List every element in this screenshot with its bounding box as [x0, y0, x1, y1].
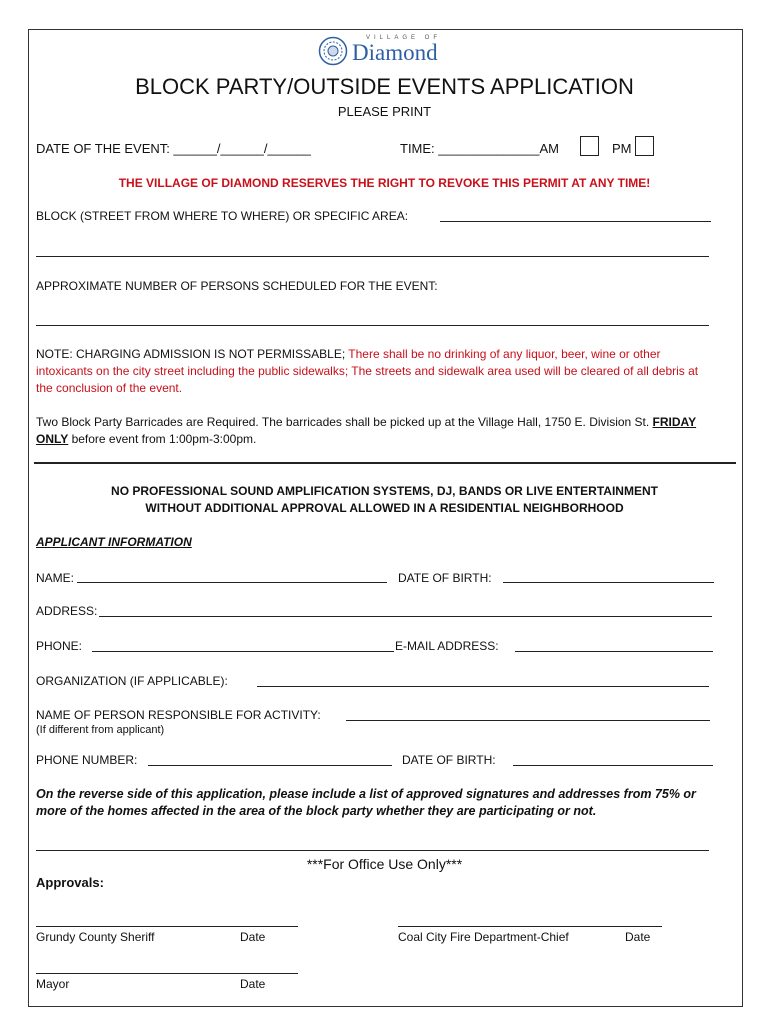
- organization-line[interactable]: [257, 686, 709, 687]
- reverse-note-line: [36, 850, 709, 851]
- organization-label: ORGANIZATION (IF APPLICABLE):: [36, 674, 228, 688]
- responsible-label: NAME OF PERSON RESPONSIBLE FOR ACTIVITY:: [36, 708, 321, 722]
- sheriff-date-label: Date: [240, 930, 266, 944]
- revoke-warning: THE VILLAGE OF DIAMOND RESERVES THE RIGHT TO REVOKE THIS PERMIT AT ANY TIME!: [118, 176, 651, 190]
- note-red: There shall be no drinking of any liquor, beer, wine or other intoxicants on the city street including the public sidewalks; The streets and sidewalk area used will be cleared of all debris at the conclusion of the event.: [36, 347, 699, 395]
- form-title: BLOCK PARTY/OUTSIDE EVENTS APPLICATION: [135, 74, 634, 99]
- email-label: E-MAIL ADDRESS:: [395, 639, 499, 653]
- event-time-field[interactable]: TIME: ______________AM: [400, 141, 559, 156]
- logo-text: Diamond: [352, 40, 438, 65]
- reverse-side-note: On the reverse side of this application, please include a list of approved signatures and addresses from 75% or more of the homes affected in the area of the block party whether they are participating or not.: [36, 787, 696, 818]
- fire-signature-line[interactable]: [398, 926, 662, 927]
- logo-small-text: VILLAGE OF: [366, 35, 442, 41]
- please-print: PLEASE PRINT: [337, 104, 432, 119]
- phone-number-line[interactable]: [148, 765, 392, 766]
- sheriff-signature-line[interactable]: [36, 926, 298, 927]
- name-line[interactable]: [77, 582, 387, 583]
- sound-notice-line-2: WITHOUT ADDITIONAL APPROVAL ALLOWED IN A RESIDENTIAL NEIGHBORHOOD: [145, 501, 624, 515]
- office-use-heading: ***For Office Use Only***: [306, 856, 463, 872]
- friday-only: FRIDAY ONLY: [36, 415, 697, 446]
- approvals-label: Approvals:: [36, 875, 104, 890]
- pm-checkbox[interactable]: [635, 136, 654, 156]
- dob2-label: DATE OF BIRTH:: [402, 753, 496, 767]
- am-checkbox[interactable]: [580, 136, 599, 156]
- event-date-field[interactable]: DATE OF THE EVENT: ______/______/______: [36, 141, 311, 156]
- name-label: NAME:: [36, 571, 75, 585]
- persons-line[interactable]: [36, 325, 709, 326]
- phone-line[interactable]: [92, 651, 394, 652]
- address-line[interactable]: [99, 616, 712, 617]
- fire-chief-label: Coal City Fire Department-Chief: [398, 930, 569, 944]
- if-different-note: (If different from applicant): [36, 724, 165, 736]
- sound-notice-line-1: NO PROFESSIONAL SOUND AMPLIFICATION SYSTEMS, DJ, BANDS OR LIVE ENTERTAINMENT: [111, 484, 658, 498]
- block-area-label: BLOCK (STREET FROM WHERE TO WHERE) OR SPECIFIC AREA:: [36, 209, 409, 223]
- block-area-line-1[interactable]: [440, 221, 711, 222]
- phone-number-label: PHONE NUMBER:: [36, 753, 138, 767]
- phone-label: PHONE:: [36, 639, 83, 653]
- dob-label: DATE OF BIRTH:: [398, 571, 492, 585]
- barricades-text-2: before event from 1:00pm-3:00pm.: [68, 432, 257, 446]
- barricades-text-1: Two Block Party Barricades are Required. The barricades shall be picked up at the Village Hall, 1750 E. Division St.: [36, 415, 653, 429]
- mayor-date-label: Date: [240, 977, 266, 991]
- dob-line[interactable]: [503, 582, 714, 583]
- village-logo: [318, 34, 458, 70]
- admission-note: [36, 346, 716, 397]
- address-label: ADDRESS:: [36, 604, 98, 618]
- village-seal-icon: [318, 36, 348, 66]
- section-divider: [34, 462, 736, 464]
- barricades-note: [36, 414, 726, 448]
- pm-label: PM: [612, 141, 632, 156]
- fire-date-label: Date: [625, 930, 651, 944]
- sheriff-label: Grundy County Sheriff: [36, 930, 155, 944]
- applicant-heading: APPLICANT INFORMATION: [36, 535, 192, 549]
- dob2-line[interactable]: [513, 765, 713, 766]
- email-line[interactable]: [515, 651, 713, 652]
- mayor-signature-line[interactable]: [36, 973, 298, 974]
- block-area-line-2[interactable]: [36, 256, 709, 257]
- responsible-line[interactable]: [346, 720, 710, 721]
- persons-label: APPROXIMATE NUMBER OF PERSONS SCHEDULED FOR THE EVENT:: [36, 279, 438, 293]
- mayor-label: Mayor: [36, 977, 70, 991]
- note-black: NOTE: CHARGING ADMISSION IS NOT PERMISSABLE;: [36, 347, 349, 361]
